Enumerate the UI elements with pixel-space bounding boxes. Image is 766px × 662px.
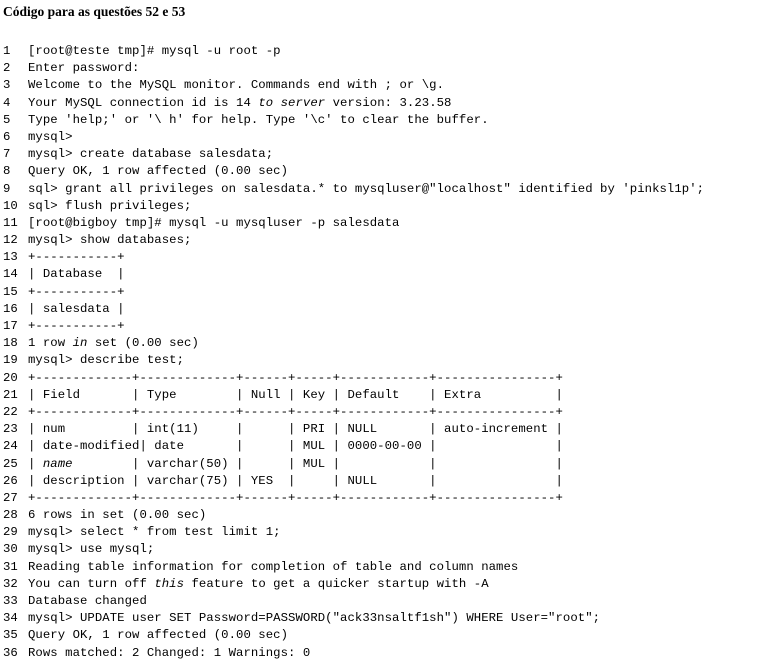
code-listing: [3, 43, 763, 662]
line-text: [28, 422, 563, 436]
code-line: [3, 473, 763, 490]
line-text: [28, 508, 206, 522]
text-segment: +-----------+: [28, 319, 125, 333]
text-segment: +-------------+-------------+------+-----+------------+----------------+: [28, 370, 563, 385]
line-text: [28, 611, 600, 625]
line-number: 4: [3, 95, 11, 110]
code-line: [3, 456, 763, 473]
line-number: 16: [3, 301, 18, 316]
line-text: [28, 182, 704, 196]
italic-text-segment: in: [72, 336, 88, 351]
line-text: [28, 113, 489, 127]
text-segment: | Field | Type | Null | Key | Default | Extra |: [28, 387, 563, 402]
line-text: [28, 491, 563, 505]
code-line: [3, 335, 763, 352]
line-number: 6: [3, 129, 11, 144]
line-text: [28, 233, 191, 247]
line-number: 1: [3, 44, 11, 58]
line-text: [28, 44, 281, 58]
line-text: [28, 78, 444, 92]
line-text: [28, 457, 563, 471]
line-number: 5: [3, 112, 11, 127]
line-text: [28, 285, 125, 299]
line-number: 30: [3, 542, 18, 557]
line-text: [28, 577, 489, 591]
line-text: [28, 61, 139, 75]
text-segment: Rows matched: 2 Changed: 1 Warnings: 0: [28, 645, 311, 660]
code-line: [3, 232, 763, 249]
code-line: [3, 576, 763, 593]
line-text: [28, 336, 199, 350]
line-number: 36: [3, 645, 18, 660]
line-text: [28, 560, 518, 574]
line-number: 24: [3, 439, 18, 454]
code-line: [3, 43, 763, 60]
line-number: 31: [3, 559, 18, 574]
line-number: 22: [3, 404, 18, 419]
line-number: 18: [3, 336, 18, 351]
text-segment: mysql> show databases;: [28, 233, 192, 248]
line-text: [28, 474, 563, 488]
code-line: [3, 645, 763, 662]
line-text: [28, 525, 281, 539]
text-segment: Query OK, 1 row affected (0.00 sec): [28, 164, 289, 179]
line-number: 26: [3, 473, 18, 488]
text-segment: mysql> UPDATE user SET Password=PASSWORD("ack33nsaltf1sh") WHERE User="root";: [28, 611, 601, 626]
line-text: [28, 388, 563, 402]
code-line: [3, 541, 763, 558]
line-text: [28, 405, 563, 419]
line-text: [28, 164, 288, 178]
line-text: [28, 439, 563, 453]
code-line: [3, 249, 763, 266]
line-number: 23: [3, 422, 18, 437]
code-line: [3, 215, 763, 232]
text-segment: +-----------+: [28, 284, 125, 299]
text-segment: mysql> use mysql;: [28, 542, 155, 557]
line-number: 29: [3, 525, 18, 540]
line-number: 34: [3, 611, 18, 626]
text-segment: | num | int(11) | | PRI | NULL | auto-increment |: [28, 422, 563, 437]
code-line: [3, 95, 763, 112]
line-text: [28, 199, 191, 213]
code-line: [3, 490, 763, 507]
line-text: [28, 594, 147, 608]
line-number: 32: [3, 576, 18, 591]
text-segment: Query OK, 1 row affected (0.00 sec): [28, 628, 289, 643]
line-number: 27: [3, 490, 18, 505]
code-line: [3, 284, 763, 301]
text-segment: [root@teste tmp]# mysql -u root -p: [28, 44, 281, 58]
text-segment: | Database |: [28, 267, 125, 282]
line-number: 19: [3, 353, 18, 368]
text-segment: version: 3.23.58: [325, 95, 452, 110]
line-number: 12: [3, 233, 18, 248]
text-segment: +-----------+: [28, 250, 125, 265]
line-number: 3: [3, 78, 11, 93]
text-segment: Welcome to the MySQL monitor. Commands end with ; or \g.: [28, 78, 445, 93]
code-line: [3, 181, 763, 198]
text-segment: Reading table information for completion of table and column names: [28, 559, 519, 574]
code-line: [3, 129, 763, 146]
text-segment: 6 rows in set (0.00 sec): [28, 508, 207, 523]
code-line: [3, 60, 763, 77]
line-text: [28, 319, 125, 333]
text-segment: Database changed: [28, 594, 147, 608]
code-line: [3, 352, 763, 369]
text-segment: mysql> create database salesdata;: [28, 147, 274, 162]
text-segment: Enter password:: [28, 61, 140, 76]
code-line: [3, 421, 763, 438]
line-number: 11: [3, 215, 18, 230]
line-text: [28, 130, 73, 144]
line-text: [28, 96, 452, 110]
line-text: [28, 147, 273, 161]
code-line: [3, 301, 763, 318]
italic-text-segment: this: [154, 576, 185, 591]
text-segment: Your MySQL connection id is 14: [28, 95, 259, 110]
text-segment: set (0.00 sec): [87, 336, 199, 351]
text-segment: sql> grant all privileges on salesdata.* to mysqluser@"localhost" identified by 'pinksl1p';: [28, 181, 705, 196]
line-number: 8: [3, 164, 11, 179]
line-number: 15: [3, 284, 18, 299]
code-line: [3, 112, 763, 129]
text-segment: |: [28, 456, 43, 471]
text-segment: sql> flush privileges;: [28, 198, 192, 213]
text-segment: Type 'help;' or '\ h' for help. Type '\c' to clear the buffer.: [28, 112, 489, 127]
text-segment: mysql>: [28, 129, 73, 144]
line-number: 17: [3, 319, 18, 333]
text-segment: You can turn off: [28, 576, 155, 591]
text-segment: +-------------+-------------+------+-----+------------+----------------+: [28, 490, 563, 505]
code-line: [3, 318, 763, 335]
line-text: [28, 353, 184, 367]
line-number: 13: [3, 250, 18, 265]
code-line: [3, 507, 763, 524]
line-text: [28, 628, 288, 642]
code-line: [3, 627, 763, 644]
italic-text-segment: to server: [258, 95, 326, 110]
text-segment: mysql> describe test;: [28, 353, 185, 368]
code-line: [3, 266, 763, 283]
line-text: [28, 646, 310, 660]
line-text: [28, 542, 154, 556]
line-text: [28, 250, 125, 264]
text-segment: | varchar(50) | | MUL | | |: [72, 456, 563, 471]
code-line: [3, 387, 763, 404]
code-line: [3, 524, 763, 541]
code-line: [3, 370, 763, 387]
line-number: 2: [3, 61, 11, 76]
line-number: 21: [3, 387, 18, 402]
line-number: 10: [3, 198, 18, 213]
line-text: [28, 302, 125, 316]
code-line: [3, 77, 763, 94]
text-segment: mysql> select * from test limit 1;: [28, 525, 281, 540]
code-line: [3, 593, 763, 610]
code-line: [3, 610, 763, 627]
code-line: [3, 198, 763, 215]
text-segment: | date-modified| date | | MUL | 0000-00-00 | |: [28, 439, 563, 454]
text-segment: | description | varchar(75) | YES | | NULL | |: [28, 473, 563, 488]
text-segment: +-------------+-------------+------+-----+------------+----------------+: [28, 404, 563, 419]
text-segment: [root@bigboy tmp]# mysql -u mysqluser -p salesdata: [28, 215, 400, 230]
line-number: 25: [3, 456, 18, 471]
line-number: 7: [3, 147, 11, 162]
document-title: Código para as questões 52 e 53: [3, 4, 186, 19]
text-segment: | salesdata |: [28, 301, 125, 316]
code-line: [3, 146, 763, 163]
text-segment: feature to get a quicker startup with -A: [184, 576, 489, 591]
line-number: 20: [3, 370, 18, 385]
line-text: [28, 216, 399, 230]
code-line: [3, 559, 763, 576]
code-line: [3, 438, 763, 455]
line-number: 28: [3, 508, 18, 523]
line-number: 33: [3, 594, 18, 608]
line-number: 14: [3, 267, 18, 282]
line-text: [28, 371, 563, 385]
code-line: [3, 163, 763, 180]
code-line: [3, 404, 763, 421]
text-segment: 1 row: [28, 336, 73, 351]
line-number: 35: [3, 628, 18, 643]
line-text: [28, 267, 125, 281]
italic-text-segment: name: [42, 456, 73, 471]
line-number: 9: [3, 181, 11, 196]
